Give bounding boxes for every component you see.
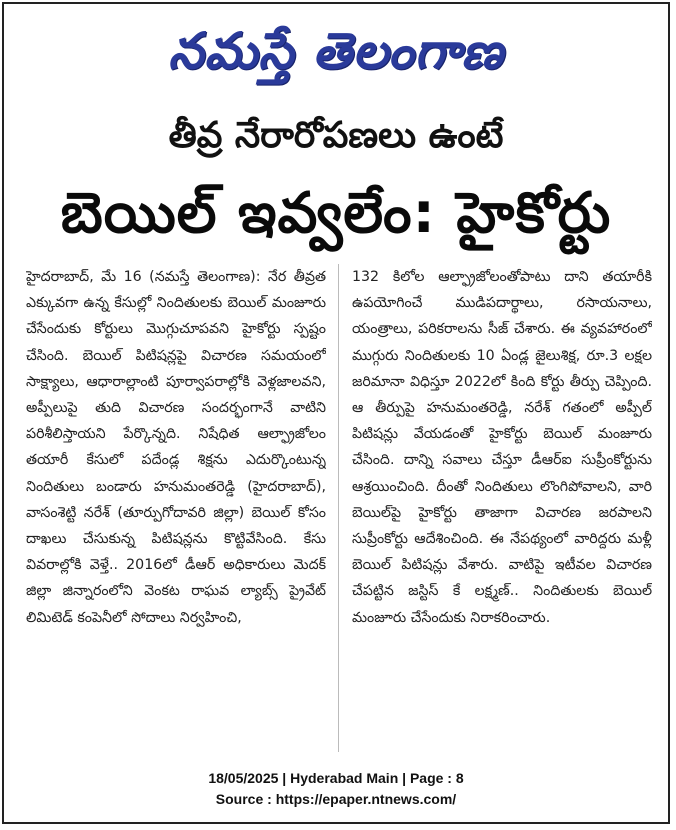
newspaper-masthead: నమస్తే తెలంగాణ — [168, 22, 504, 80]
column-left-text: హైదరాబాద్, మే 16 (నమస్తే తెలంగాణ): నేర తీవ్రత ఎక్కువగా ఉన్న కేసుల్లో నిందితులకు బెయిల్ మంజూరు చేసేందుకు కోర్టులు మొగ్గుచూపవని హైకోర్టు స్పష్టం చేసింది. బెయిల్ పిటిషన్లపై విచారణ సమయంలో సాక్ష్యాలు, ఆధారాల్లాంటి పూర్వాపరాల్లోకి వెళ్లజాలవని, అప్పీలుపై తుది విచారణ సందర్భంగానే వాటిని పరిశీలిస్తాయని పేర్కొన్నది. నిషేధిత ఆల్ఫ్రాజోలం తయారీ కేసులో పదేండ్ల శిక్షను ఎదుర్కొంటున్న నిందితులు బండారు హనుమంతరెడ్డి (హైదరాబాద్), వాసంశెట్టి నరేశ్ (తూర్పుగోదావరి జిల్లా) బెయిల్ కోసం దాఖలు చేసుకున్న పిటిషన్లను కొట్టివేసింది. కేసు వివరాల్లోకి వెళ్తే.. 2016లో డీఆర్ అధికారులు మెదక్ జిల్లా జిన్నారంలోని వెంకట రాఘవ ల్యాబ్స్ ప్రైవేట్ లిమిటెడ్ కంపెనీలో సోదాలు నిర్వహించి, — [26, 269, 326, 626]
column-divider — [338, 264, 339, 752]
article-headline: బెయిల్ ఇవ్వలేం: హైకోర్టు — [60, 181, 612, 246]
clipping-footer — [4, 768, 668, 810]
article-kicker: తీవ్ర నేరారోపణలు ఉంటే — [168, 115, 504, 156]
clipping-frame — [2, 2, 670, 824]
footer-date-edition-page: 18/05/2025 | Hyderabad Main | Page : 8 — [208, 770, 464, 786]
footer-source: Source : https://epaper.ntnews.com/ — [215, 791, 457, 807]
column-right-text: 132 కిలోల ఆల్ఫ్రాజోలంతోపాటు దాని తయారీకి ఉపయోగించే ముడిపదార్థాలు, రసాయనాలు, యంత్రాలు, పరికరాలను సీజ్ చేశారు. ఈ వ్యవహారంలో ముగ్గురు నిందితులకు 10 ఏండ్ల జైలుశిక్ష, రూ.3 లక్షల జరిమానా విధిస్తూ 2022లో కింది కోర్టు తీర్పు చెప్పింది. ఆ తీర్పుపై హనుమంతరెడ్డి, నరేశ్ గతంలో అప్పీల్ పిటిషన్లు వేయడంతో హైకోర్టు బెయిల్ మంజూరు చేసింది. దాన్ని సవాలు చేస్తూ డీఆర్ఐ సుప్రీంకోర్టును ఆశ్రయించింది. దీంతో నిందితులు లొంగిపోవాలని, వారి బెయిల్‌పై హైకోర్టు తాజాగా విచారణ జరపాలని సుప్రీంకోర్టు ఆదేశించింది. ఈ నేపథ్యంలో వారిద్దరు మళ్లీ బెయిల్ పిటిషన్లు వేశారు. వాటిపై ఇటీవల విచారణ చేపట్టిన జస్టిస్ కే లక్ష్మణ్.. నిందితులకు బెయిల్ మంజూరు చేసేందుకు నిరాకరించారు. — [352, 269, 652, 626]
article-body — [26, 264, 652, 754]
article-column-left — [26, 264, 326, 754]
article-column-right — [352, 264, 652, 754]
